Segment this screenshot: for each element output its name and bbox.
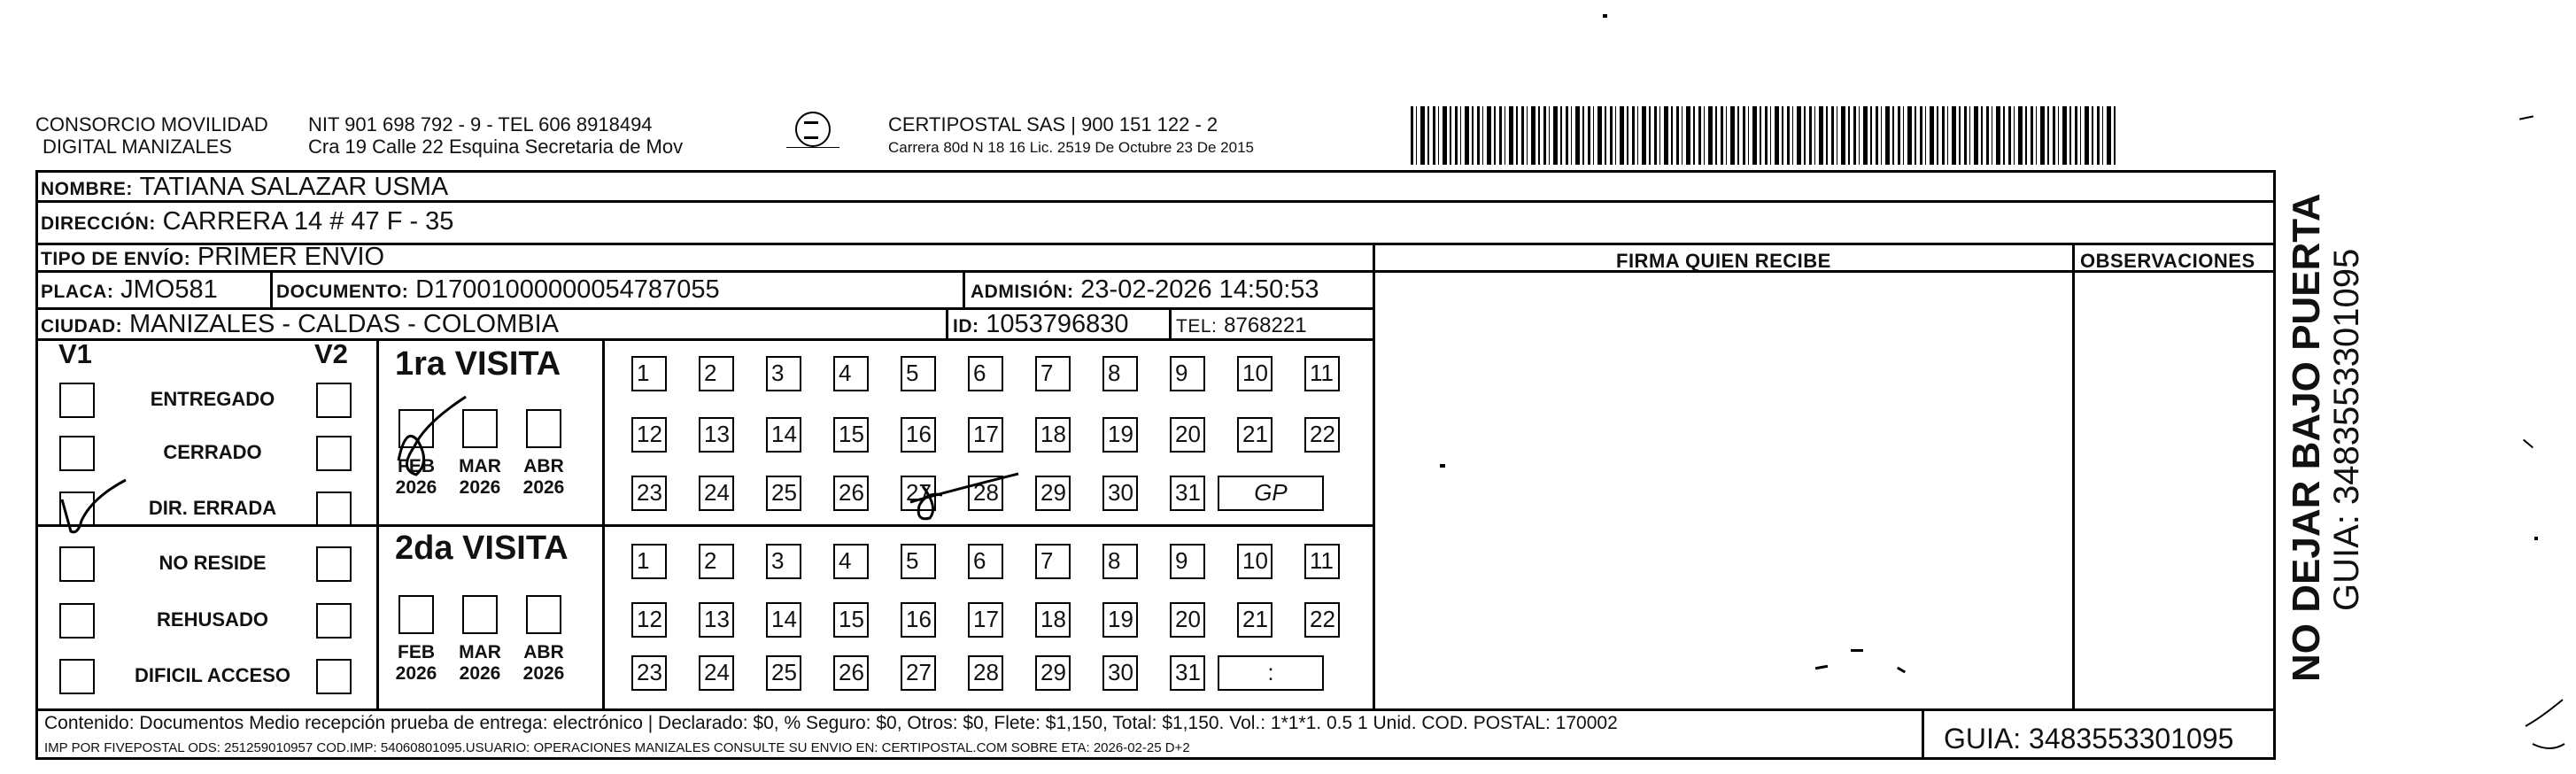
- admision-value: 23-02-2026 14:50:53: [1080, 275, 1319, 304]
- month-year: 2026: [522, 663, 565, 684]
- tipo-envio-row: [41, 242, 384, 275]
- day-box[interactable]: 20: [1170, 417, 1205, 453]
- col-divider: [963, 270, 965, 309]
- month-checkbox[interactable]: [526, 409, 561, 448]
- day-box[interactable]: 24: [699, 476, 734, 511]
- time-box[interactable]: :: [1218, 655, 1324, 691]
- day-box[interactable]: 21: [1237, 602, 1273, 638]
- day-box[interactable]: 31: [1170, 476, 1205, 511]
- day-box[interactable]: 23: [631, 655, 667, 691]
- visit-divider: [35, 524, 1373, 527]
- courier-address: Carrera 80d N 18 16 Lic. 2519 De Octubre 23 De 2015: [888, 139, 1254, 156]
- month-label: [517, 456, 570, 499]
- nombre-row: [41, 172, 448, 205]
- v1-checkbox[interactable]: [59, 383, 95, 418]
- day-box[interactable]: 25: [766, 655, 801, 691]
- day-box[interactable]: 5: [901, 544, 936, 579]
- col-divider: [1169, 307, 1172, 340]
- day-box[interactable]: 17: [968, 602, 1003, 638]
- v2-checkbox[interactable]: [316, 659, 352, 694]
- ciudad-value: MANIZALES - CALDAS - COLOMBIA: [128, 310, 559, 338]
- day-box[interactable]: 22: [1304, 417, 1340, 453]
- day-box[interactable]: 13: [699, 602, 734, 638]
- admision-label: ADMISIÓN:: [971, 282, 1074, 302]
- v1-checkbox[interactable]: [59, 659, 95, 694]
- scan-speck: [1603, 14, 1607, 18]
- day-box[interactable]: 28: [968, 476, 1003, 511]
- month-name: MAR: [459, 456, 501, 476]
- id-cell: [953, 309, 1129, 342]
- direccion-label: DIRECCIÓN:: [41, 213, 156, 234]
- documento-value: D17001000000054787055: [415, 275, 720, 304]
- status-option-label: DIR. ERRADA: [148, 497, 277, 519]
- day-box[interactable]: 19: [1102, 417, 1138, 453]
- side-guia: GUIA: 3483553301095: [2327, 248, 2366, 611]
- day-box[interactable]: 26: [833, 476, 869, 511]
- initials-box[interactable]: GP: [1218, 476, 1324, 511]
- day-box[interactable]: 6: [968, 356, 1003, 391]
- month-year: 2026: [459, 477, 501, 498]
- month-checkbox[interactable]: [462, 595, 498, 634]
- day-box[interactable]: 10: [1237, 544, 1273, 579]
- contenido-text: Contenido: Documentos Medio recepción prueba de entrega: electrónico | Declarado: $0, % Seguro: $0, Otros: $0, Flete: $1,150, Total: $1,150. Vol.: 1*1*1. 0.5 1 Unid. COD. POSTAL: 170002: [44, 713, 1618, 733]
- month-label: [390, 642, 443, 685]
- stray-mark: [1440, 464, 1445, 468]
- day-box[interactable]: 25: [766, 476, 801, 511]
- scan-speck: [2519, 115, 2533, 120]
- month-label: [453, 642, 507, 685]
- v2-checkbox[interactable]: [316, 436, 352, 471]
- day-box[interactable]: 2: [699, 544, 734, 579]
- stray-mark: [1851, 649, 1863, 652]
- day-27-mark-icon: [903, 465, 1027, 527]
- company-name-line2: DIGITAL MANIZALES: [43, 135, 232, 158]
- day-box[interactable]: 24: [699, 655, 734, 691]
- v2-checkbox[interactable]: [316, 546, 352, 582]
- status-option-label: CERRADO: [163, 441, 262, 463]
- month-year: 2026: [395, 663, 437, 684]
- col-divider: [1373, 243, 1375, 710]
- day-box[interactable]: 1: [631, 544, 667, 579]
- id-label: ID:: [953, 316, 979, 337]
- ciudad-cell: [41, 309, 559, 342]
- day-box[interactable]: 27: [901, 655, 936, 691]
- col-divider: [2072, 243, 2075, 710]
- day-box[interactable]: 2: [699, 356, 734, 391]
- day-box[interactable]: 17: [968, 417, 1003, 453]
- firma-label: FIRMA QUIEN RECIBE: [1616, 250, 1831, 272]
- id-value: 1053796830: [986, 310, 1129, 338]
- status-option-label: ENTREGADO: [150, 388, 275, 410]
- day-box[interactable]: 18: [1035, 417, 1071, 453]
- day-box[interactable]: 8: [1102, 356, 1138, 391]
- day-box[interactable]: 30: [1102, 655, 1138, 691]
- company-name-line1: CONSORCIO MOVILIDAD: [35, 113, 268, 135]
- company-nit: NIT 901 698 792 - 9 - TEL 606 8918494: [308, 113, 653, 135]
- col-divider: [376, 338, 379, 710]
- day-box[interactable]: 22: [1304, 602, 1340, 638]
- day-box[interactable]: 4: [833, 356, 869, 391]
- col-divider: [946, 307, 948, 340]
- day-box[interactable]: 26: [833, 655, 869, 691]
- v2-checkbox[interactable]: [316, 491, 352, 527]
- day-box[interactable]: 7: [1035, 544, 1071, 579]
- day-box[interactable]: 16: [901, 417, 936, 453]
- day-box[interactable]: 12: [631, 602, 667, 638]
- status-option-label: NO RESIDE: [159, 552, 267, 574]
- status-option-label: DIFICIL ACCESO: [134, 664, 290, 686]
- day-box[interactable]: 29: [1035, 476, 1071, 511]
- day-box[interactable]: 3: [766, 356, 801, 391]
- tel-label: TEL:: [1176, 316, 1218, 337]
- day-box[interactable]: 15: [833, 602, 869, 638]
- documento-cell: [276, 275, 720, 307]
- nombre-label: NOMBRE:: [41, 179, 133, 199]
- tipo-envio-label: TIPO DE ENVÍO:: [41, 249, 191, 269]
- day-box[interactable]: 14: [766, 417, 801, 453]
- ciudad-label: CIUDAD:: [41, 316, 123, 337]
- first-visit-title: 1ra VISITA: [395, 345, 561, 383]
- second-visit-title: 2da VISITA: [395, 530, 569, 567]
- day-box[interactable]: 27: [901, 476, 936, 511]
- v1-checkbox[interactable]: [59, 436, 95, 471]
- v2-checkbox[interactable]: [316, 383, 352, 418]
- admision-cell: [971, 275, 1319, 307]
- day-box[interactable]: 5: [901, 356, 936, 391]
- tipo-envio-value: PRIMER ENVIO: [197, 243, 385, 271]
- scan-mark-icon: [2524, 691, 2568, 762]
- day-box[interactable]: 23: [631, 476, 667, 511]
- scan-speck: [2534, 537, 2538, 540]
- day-box[interactable]: 31: [1170, 655, 1205, 691]
- day-box[interactable]: 9: [1170, 544, 1205, 579]
- day-box[interactable]: 9: [1170, 356, 1205, 391]
- month-checkbox[interactable]: [398, 595, 434, 634]
- v2-header: V2: [314, 338, 348, 369]
- courier-name: CERTIPOSTAL SAS | 900 151 122 - 2: [888, 113, 1218, 135]
- day-box[interactable]: 13: [699, 417, 734, 453]
- direccion-row: [41, 206, 453, 239]
- imp-text: IMP POR FIVEPOSTAL ODS: 251259010957 COD.IMP: 54060801095.USUARIO: OPERACIONES MANIZALES CONSULTE SU ENVIO EN: CERTIPOSTAL.COM SOBRE ETA: 2026-02-25 D+2: [44, 740, 1190, 755]
- day-box[interactable]: 19: [1102, 602, 1138, 638]
- v1-checkbox[interactable]: [59, 546, 95, 582]
- col-divider: [602, 338, 605, 710]
- day-box[interactable]: 28: [968, 655, 1003, 691]
- side-warning: NO DEJAR BAJO PUERTA: [2285, 193, 2328, 682]
- month-name: FEB: [398, 456, 435, 476]
- day-box[interactable]: 16: [901, 602, 936, 638]
- direccion-value: CARRERA 14 # 47 F - 35: [162, 207, 454, 236]
- logo-underline: [786, 147, 839, 151]
- day-box[interactable]: 1: [631, 356, 667, 391]
- checkmark-icon: [51, 478, 131, 549]
- month-checkbox[interactable]: [526, 595, 561, 634]
- col-divider: [1922, 708, 1924, 760]
- day-box[interactable]: 15: [833, 417, 869, 453]
- tel-cell: [1176, 309, 1307, 342]
- month-checkmark-icon: [390, 390, 478, 487]
- col-divider: [270, 270, 273, 309]
- placa-value: JMO581: [120, 275, 218, 304]
- scan-speck: [2523, 439, 2533, 449]
- v1-header: V1: [58, 338, 92, 369]
- barcode: [1411, 106, 2119, 165]
- month-name: MAR: [459, 642, 501, 662]
- month-name: FEB: [398, 642, 435, 662]
- day-box[interactable]: 7: [1035, 356, 1071, 391]
- month-label: [517, 642, 570, 685]
- month-year: 2026: [522, 477, 565, 498]
- status-option-label: REHUSADO: [157, 608, 268, 631]
- day-box[interactable]: 20: [1170, 602, 1205, 638]
- nombre-value: TATIANA SALAZAR USMA: [139, 173, 449, 201]
- month-name: ABR: [523, 456, 564, 476]
- month-year: 2026: [459, 663, 501, 684]
- day-box[interactable]: 6: [968, 544, 1003, 579]
- day-box[interactable]: 21: [1237, 417, 1273, 453]
- month-year: 2026: [395, 477, 437, 498]
- month-name: ABR: [523, 642, 564, 662]
- day-box[interactable]: 18: [1035, 602, 1071, 638]
- day-box[interactable]: 11: [1304, 544, 1340, 579]
- v2-checkbox[interactable]: [316, 603, 352, 639]
- footer-divider: [35, 708, 2276, 711]
- tel-value: 8768221: [1224, 313, 1307, 337]
- day-box[interactable]: 8: [1102, 544, 1138, 579]
- v1-checkbox[interactable]: [59, 603, 95, 639]
- certipostal-logo-icon: [795, 112, 831, 147]
- day-box[interactable]: 11: [1304, 356, 1340, 391]
- documento-label: DOCUMENTO:: [276, 282, 409, 302]
- company-address: Cra 19 Calle 22 Esquina Secretaria de Mov: [308, 135, 684, 158]
- placa-label: PLACA:: [41, 282, 114, 302]
- day-box[interactable]: 29: [1035, 655, 1071, 691]
- day-box[interactable]: 30: [1102, 476, 1138, 511]
- placa-cell: [41, 275, 218, 307]
- observaciones-label: OBSERVACIONES: [2080, 250, 2255, 272]
- day-box[interactable]: 10: [1237, 356, 1273, 391]
- day-box[interactable]: 3: [766, 544, 801, 579]
- day-box[interactable]: 12: [631, 417, 667, 453]
- day-box[interactable]: 14: [766, 602, 801, 638]
- footer-guia: GUIA: 3483553301095: [1944, 723, 2234, 755]
- day-box[interactable]: 4: [833, 544, 869, 579]
